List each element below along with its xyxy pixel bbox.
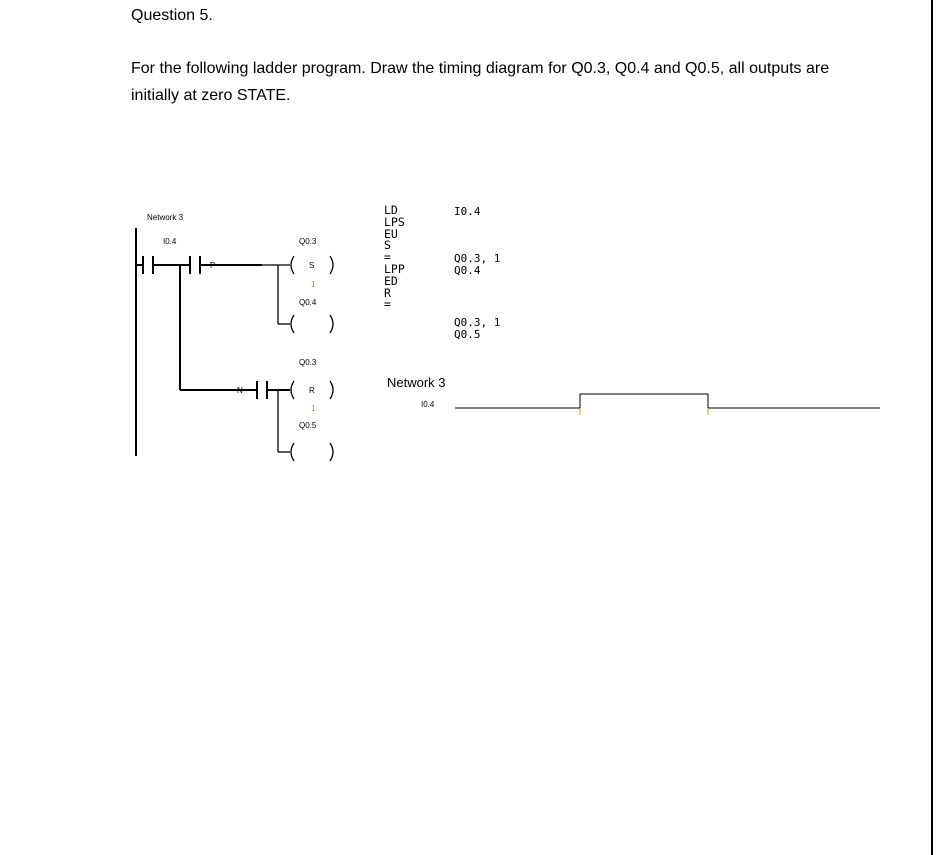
stl-operand-eq2: Q0.5 (454, 328, 481, 341)
ladder-input-label: I0.4 (163, 237, 177, 246)
neg-edge-label: N (237, 386, 243, 395)
stl-line: LPS (384, 214, 405, 229)
stl-line: S (384, 238, 391, 253)
i04-timing-wave (455, 394, 880, 408)
stl-line: LD (384, 203, 398, 217)
coil3-label: Q0.3 (299, 358, 317, 367)
timing-signal-label: I0.4 (421, 400, 435, 409)
ladder-network-label: Network 3 (147, 213, 184, 222)
coil2-label: Q0.4 (299, 298, 317, 307)
stl-line: LPP (384, 261, 405, 276)
stl-line: = (384, 250, 391, 265)
question-text: For the following ladder program. Draw the timing diagram for Q0.3, Q0.4 and Q0.5, all outputs are initially at zero STATE. (131, 60, 830, 104)
coil1-count: 1 (311, 280, 316, 289)
stl-line: EU (384, 226, 398, 241)
stl-listing (384, 205, 405, 311)
coil3-count: 1 (311, 404, 316, 413)
pos-edge-label: P (210, 261, 216, 270)
question-title: Question 5. (131, 7, 213, 24)
stl-line: ED (384, 273, 398, 288)
stl-operand-ld: I0.4 (454, 205, 481, 218)
stl-operand-s: Q0.3, 1 (454, 252, 501, 265)
stl-operand-r: Q0.3, 1 (454, 316, 501, 329)
stl-line: = (384, 297, 391, 312)
coil3-type: R (309, 386, 315, 395)
stl-operand-eq1: Q0.4 (454, 264, 481, 277)
coil1-label: Q0.3 (299, 237, 317, 246)
timing-network-label: Network 3 (387, 375, 446, 390)
stl-line: R (384, 285, 391, 300)
coil1-type: S (309, 261, 315, 270)
coil4-label: Q0.5 (299, 421, 317, 430)
